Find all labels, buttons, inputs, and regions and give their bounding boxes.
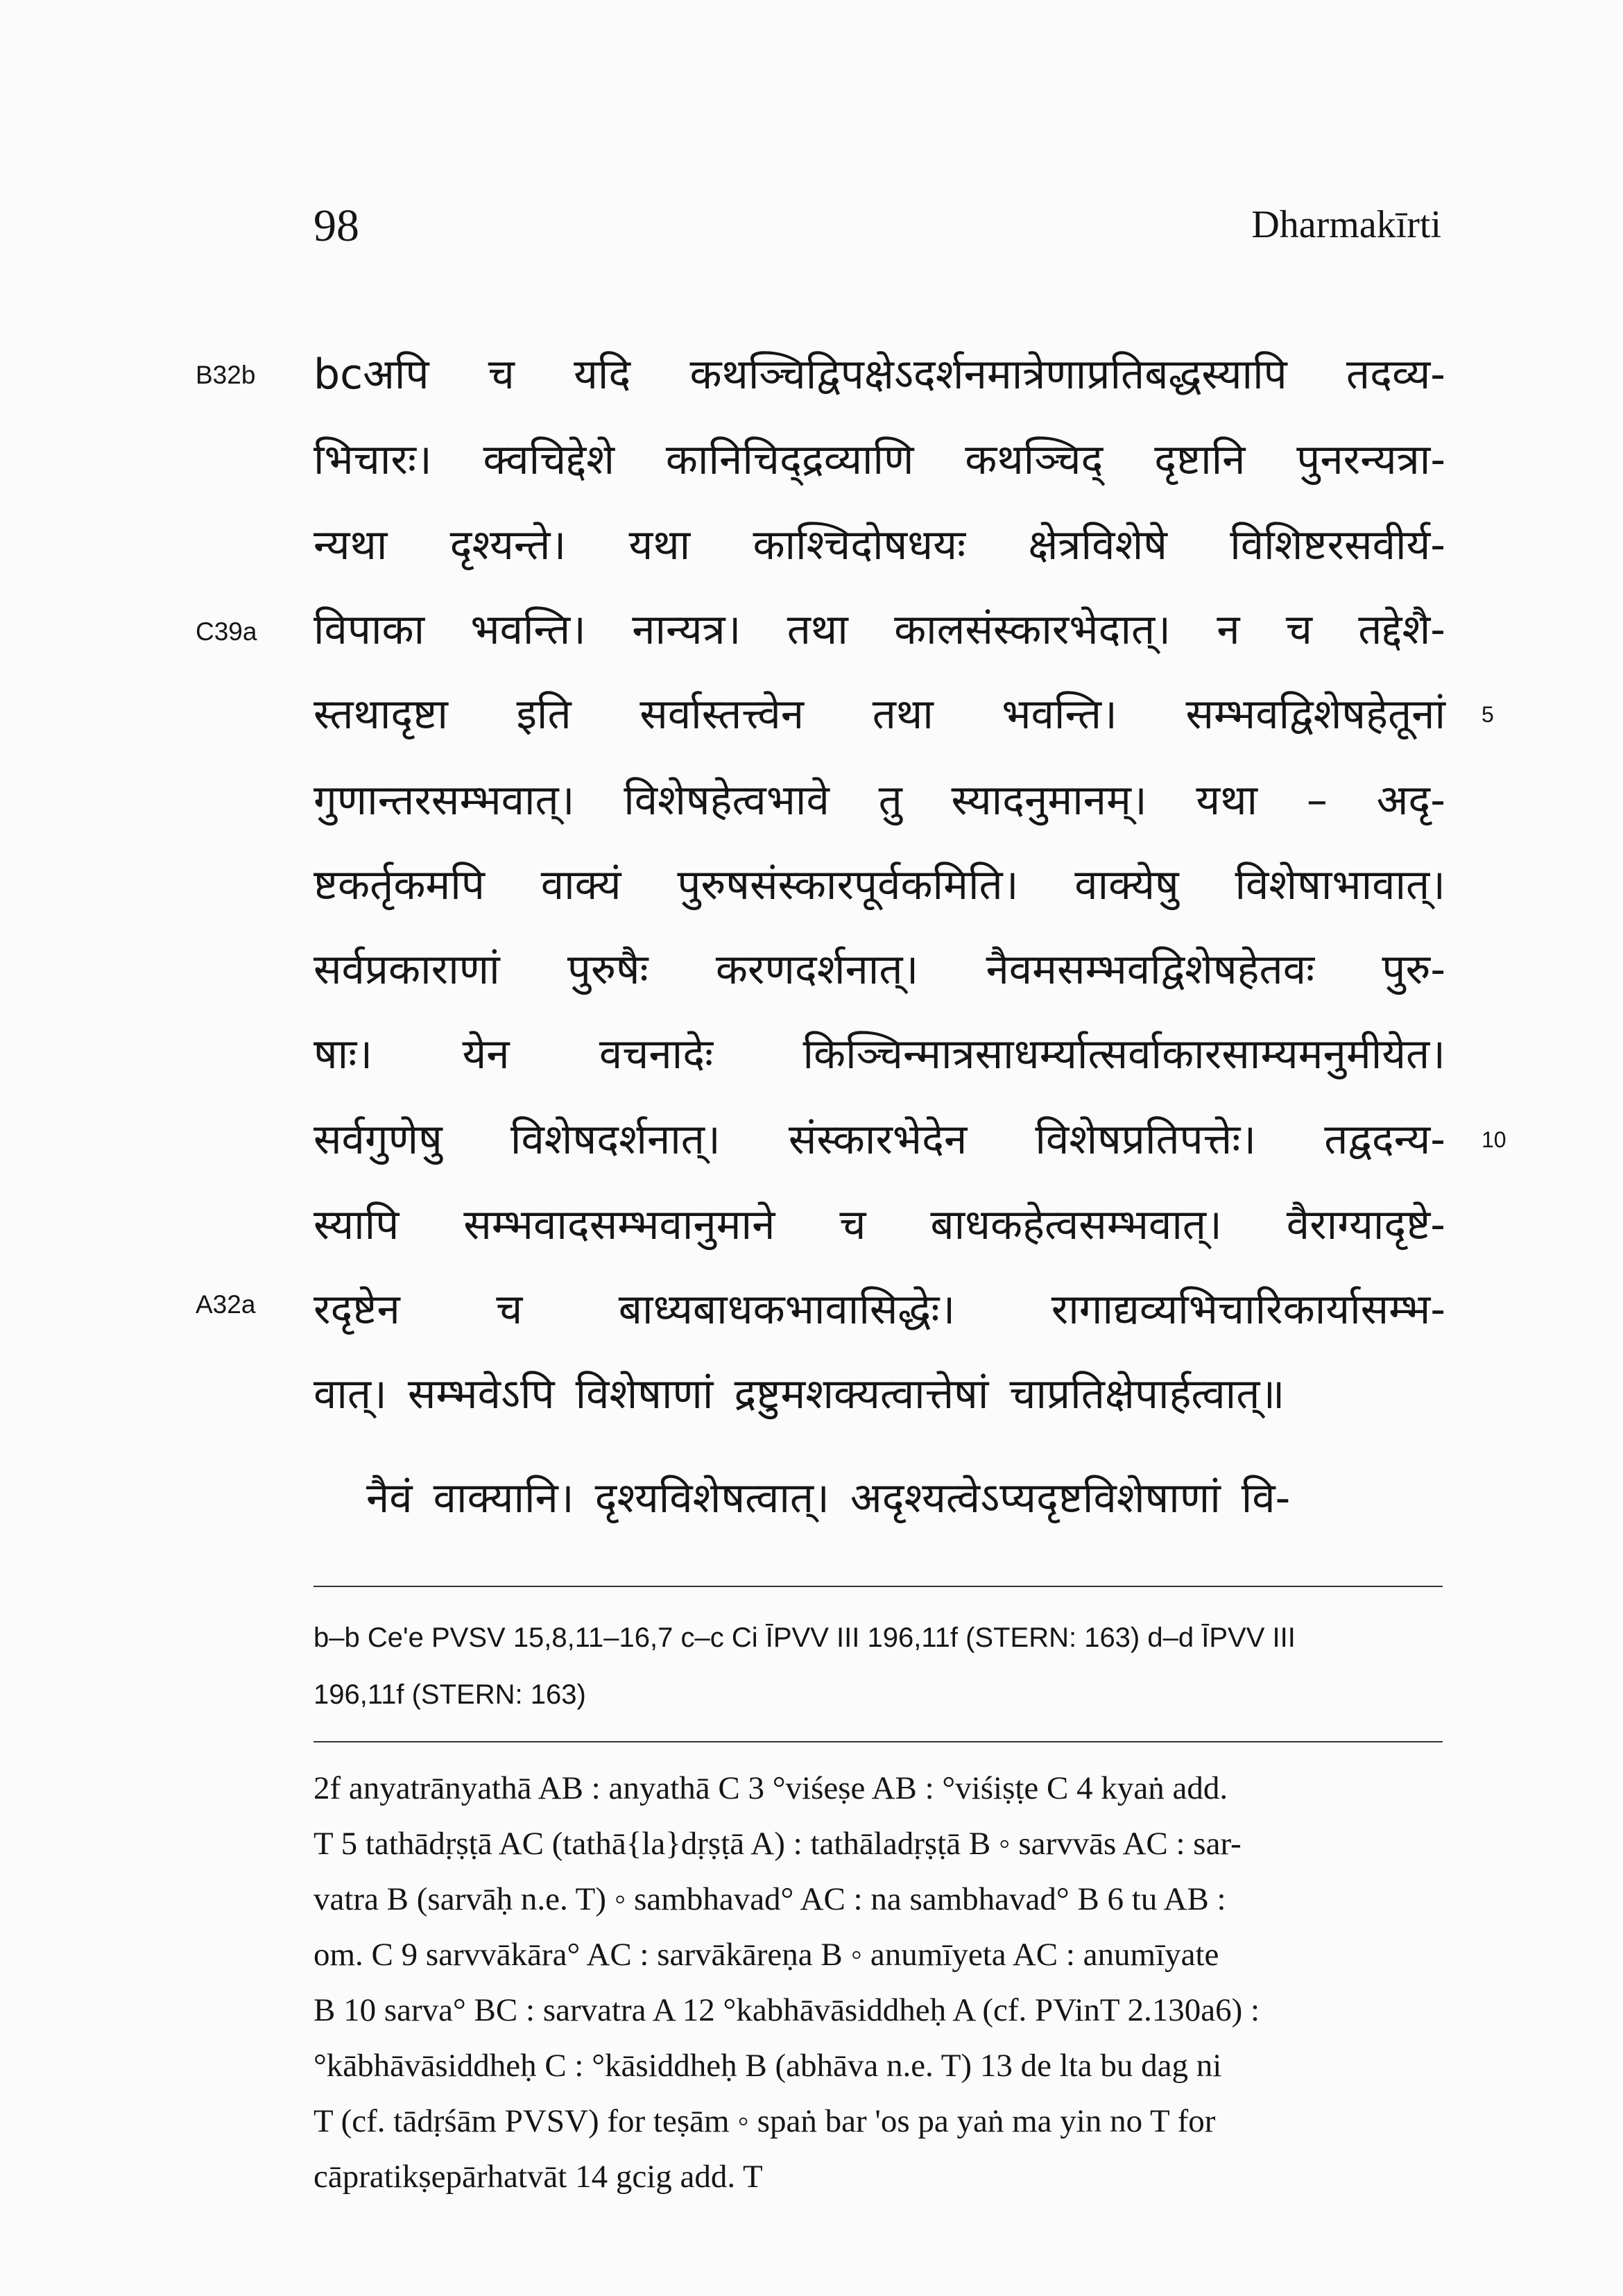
text-word: ष्टकर्तृकमपि [314, 861, 485, 909]
text-word: वाक्यानि। [433, 1474, 574, 1523]
text-word: यदि [574, 350, 631, 399]
text-line [314, 590, 1445, 670]
text-word: सम्भवादसम्भवानुमाने [463, 1201, 775, 1249]
text-word: विशेषदर्शनात्। [510, 1115, 721, 1164]
margin-label-a32a: A32a [196, 1290, 256, 1319]
text-word: क्वचिद्देशे [483, 436, 615, 484]
apparatus-line: T (cf. tādṛśām PVSV) for teṣām ◦ spaṅ bar 'os pa yaṅ ma yin no T for [314, 2103, 1216, 2139]
text-word: वाक्यं [540, 861, 621, 909]
text-word: दृष्टानि [1154, 436, 1246, 484]
text-word: बाध्यबाधकभावासिद्धेः। [618, 1285, 956, 1334]
text-word: चाप्रतिक्षेपार्हत्वात्॥ [1009, 1370, 1285, 1419]
text-word: भवन्ति। [1002, 690, 1117, 739]
text-word: यथा [1196, 776, 1258, 825]
apparatus-line: vatra B (sarvāḥ n.e. T) ◦ sambhavad° AC : na sambhavad° B 6 tu AB : [314, 1881, 1226, 1917]
text-word: वाक्येषु [1074, 861, 1179, 909]
testimonia-line: b–b Ce'e PVSV 15,8,11–16,7 c–c Ci ĪPVV III 196,11f (STERN: 163) d–d ĪPVV III [314, 1622, 1296, 1653]
text-line [366, 1458, 1445, 1539]
text-word: करणदर्शनात्। [715, 945, 919, 994]
text-word: वैराग्यादृष्टे- [1286, 1201, 1445, 1249]
text-word: न [1217, 606, 1240, 654]
text-word: कालसंस्कारभेदात्। [894, 606, 1171, 654]
text-word: सम्भवद्विशेषहेतूनां [1185, 690, 1445, 739]
apparatus-line: B 10 sarva° BC : sarvatra A 12 °kabhāvāsiddheḥ A (cf. PVinT 2.130a6) : [314, 1992, 1260, 2028]
text-word: किञ्चिन्मात्रसाधर्म्यात्सर्वाकारसाम्यमनुमीयेत। [802, 1030, 1445, 1079]
text-word: – [1306, 776, 1328, 825]
text-line [314, 929, 1445, 1010]
margin-label-b32b: B32b [196, 361, 256, 389]
text-word: तद्वदन्य- [1324, 1115, 1445, 1164]
text-word: विशेषप्रतिपत्तेः। [1035, 1115, 1257, 1164]
divider-apparatus [314, 1741, 1443, 1742]
text-word: अदृ- [1376, 776, 1445, 825]
text-word: पुरु- [1382, 945, 1445, 994]
margin-label-c39a: C39a [196, 617, 257, 646]
text-word: विशेषहेत्वभावे [624, 776, 830, 825]
text-word: गुणान्तरसम्भवात्। [314, 776, 575, 825]
text-word: वि- [1241, 1474, 1291, 1523]
apparatus-line: °kābhāvāsiddheḥ C : °kāsiddheḥ B (abhāva n.e. T) 13 de lta bu dag ni [314, 2048, 1222, 2084]
text-word: भिचारः। [314, 436, 432, 484]
text-word: संस्कारभेदेन [788, 1115, 968, 1164]
text-line [314, 674, 1445, 755]
text-word: क्षेत्रविशेषे [1028, 521, 1167, 569]
text-line [314, 1354, 1445, 1434]
text-word: दृश्यन्ते। [449, 521, 567, 569]
text-word: रदृष्टेन [314, 1285, 400, 1334]
text-word: कानिचिद्द्रव्याणि [665, 436, 914, 484]
text-word: च [488, 350, 515, 399]
text-word: विशेषाभावात्। [1235, 861, 1445, 909]
apparatus-line: T 5 tathādṛṣṭā AC (tathā{la}dṛṣṭā A) : tathāladṛṣṭā B ◦ sarvvās AC : sar- [314, 1826, 1242, 1862]
text-word: विपाका [314, 606, 425, 654]
text-word: यथा [628, 521, 691, 569]
apparatus-line: 2f anyatrānyathā AB : anyathā C 3 °viśeṣe AB : °viśiṣṭe C 4 kyaṅ add. [314, 1770, 1228, 1806]
text-word: सर्वास्तत्त्वेन [639, 690, 805, 739]
testimonia-line: 196,11f (STERN: 163) [314, 1679, 586, 1710]
text-line [314, 1099, 1445, 1180]
text-line [314, 420, 1445, 500]
text-word: विशिष्टरसवीर्य- [1230, 521, 1445, 569]
text-word: नैवमसम्भवद्विशेषहेतवः [986, 945, 1315, 994]
line-number-5: 5 [1482, 702, 1494, 727]
text-word: रागाद्यव्यभिचारिकार्यासम्भ- [1051, 1285, 1445, 1334]
text-word: च [1285, 606, 1312, 654]
apparatus-line: cāpratikṣepārhatvāt 14 gcig add. T [314, 2159, 763, 2195]
text-word: सम्भवेऽपि [407, 1370, 555, 1419]
text-word: काश्चिदोषधयः [753, 521, 966, 569]
text-word: येन [462, 1030, 510, 1079]
divider-testimonia [314, 1586, 1443, 1587]
text-word: तदव्य- [1346, 350, 1445, 399]
text-line [314, 1014, 1445, 1095]
text-word: कथञ्चिद् [965, 436, 1104, 484]
text-word: षाः। [314, 1030, 373, 1079]
text-line [314, 334, 1445, 415]
text-word: नैवं [366, 1474, 413, 1523]
text-word: च [839, 1201, 866, 1249]
text-word: तथा [872, 690, 934, 739]
text-word: पुरुषैः [567, 945, 649, 994]
text-line [314, 845, 1445, 925]
text-word: तद्देशै- [1358, 606, 1445, 654]
text-word: भवन्ति। [470, 606, 586, 654]
text-word: कथञ्चिद्विपक्षेऽदर्शनमात्रेणाप्रतिबद्धस्यापि [689, 350, 1287, 399]
text-word: bcअपि [314, 350, 429, 399]
text-word: पुनरन्यत्रा- [1296, 436, 1445, 484]
page-number: 98 [314, 200, 359, 251]
text-word: न्यथा [314, 521, 388, 569]
text-line [314, 1185, 1445, 1265]
text-word: स्यादनुमानम्। [951, 776, 1147, 825]
text-word: बाधकहेत्वसम्भवात्। [930, 1201, 1222, 1249]
text-word: द्रष्टुमशक्यत्वात्तेषां [734, 1370, 989, 1419]
text-word: च [496, 1285, 523, 1334]
text-word: तु [878, 776, 902, 825]
text-word: दृश्यविशेषत्वात्। [594, 1474, 830, 1523]
text-word: नान्यत्र। [632, 606, 741, 654]
text-word: वचनादेः [599, 1030, 714, 1079]
text-word: स्यापि [314, 1201, 400, 1249]
text-word: पुरुषसंस्कारपूर्वकमिति। [677, 861, 1019, 909]
text-word: इति [516, 690, 572, 739]
text-word: तथा [787, 606, 848, 654]
line-number-10: 10 [1482, 1127, 1506, 1152]
text-line [314, 505, 1445, 585]
text-word: वात्। [314, 1370, 387, 1419]
text-word: अदृश्यत्वेऽप्यदृष्टविशेषाणां [850, 1474, 1221, 1523]
text-word: सर्वप्रकाराणां [314, 945, 500, 994]
text-word: विशेषाणां [575, 1370, 714, 1419]
text-word: स्तथादृष्टा [314, 690, 448, 739]
text-word: सर्वगुणेषु [314, 1115, 443, 1164]
apparatus-line: om. C 9 sarvvākāra° AC : sarvākāreṇa B ◦ anumīyeta AC : anumīyate [314, 1937, 1219, 1973]
text-line [314, 1269, 1445, 1350]
text-line [314, 760, 1445, 841]
running-head: Dharmakīrti [1251, 203, 1441, 246]
